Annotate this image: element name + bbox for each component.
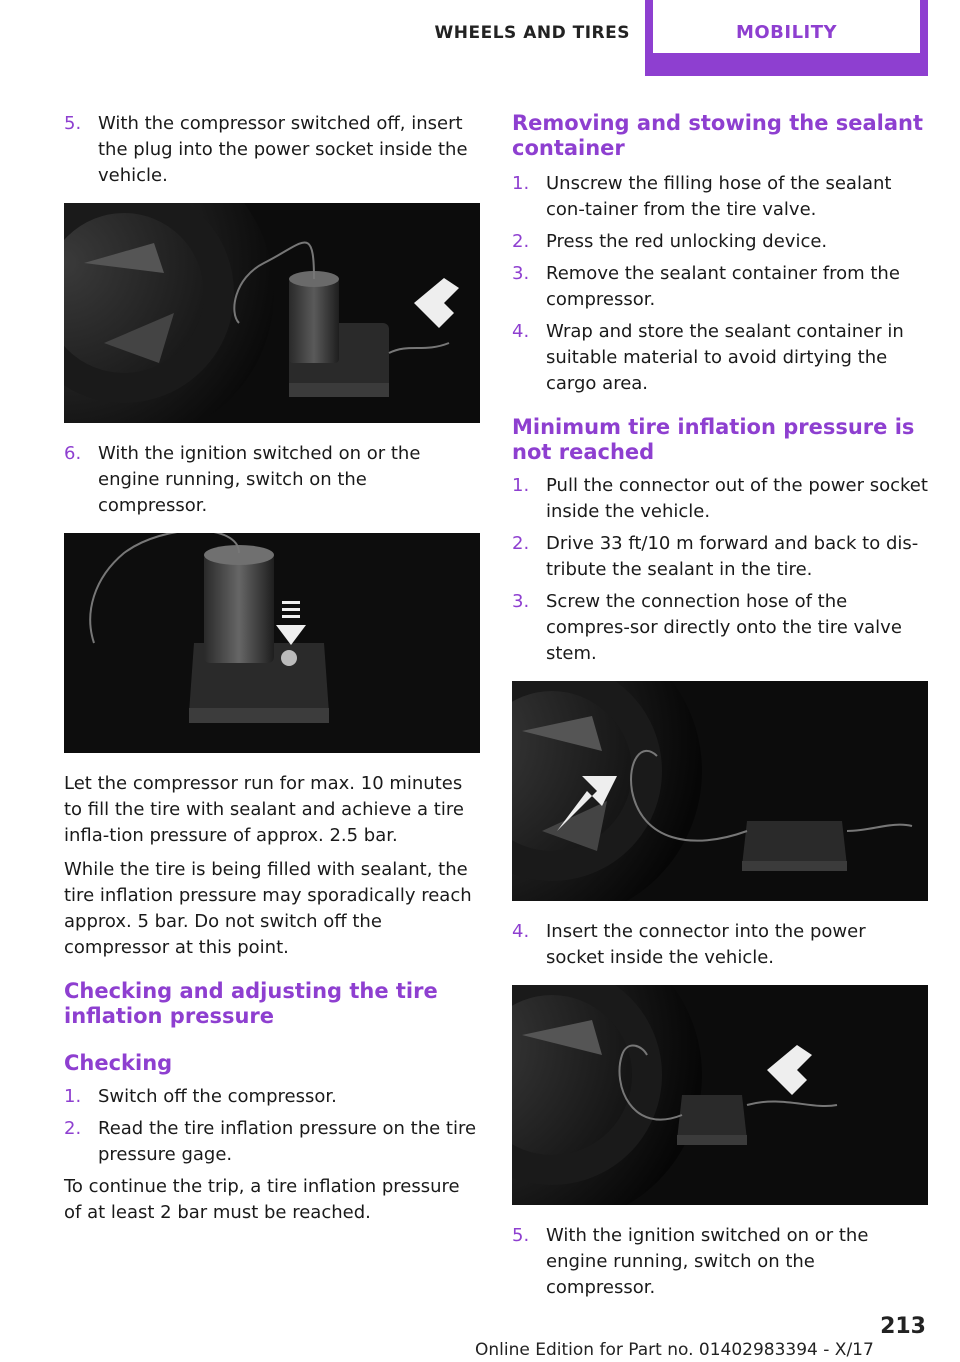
step-text: Pull the connector out of the power socket inside the vehicle. bbox=[546, 475, 928, 522]
section-title: WHEELS AND TIRES bbox=[434, 23, 630, 43]
step-number: 3. bbox=[512, 591, 530, 612]
paragraph: To continue the trip, a tire inflation pressure of at least 2 bar must be reached. bbox=[64, 1176, 460, 1223]
step-number: 1. bbox=[512, 173, 530, 194]
illustration-hose-valve bbox=[512, 681, 928, 901]
section-heading: Checking and adjusting the tire inflation pressure bbox=[64, 979, 438, 1028]
right-column bbox=[512, 111, 928, 1307]
list-item bbox=[64, 441, 480, 519]
step-number: 6. bbox=[64, 443, 82, 464]
step-text: Insert the connector into the power socket inside the vehicle. bbox=[546, 921, 866, 968]
list-item bbox=[512, 531, 928, 583]
step-text: With the ignition switched on or the engine running, switch on the compressor. bbox=[98, 443, 421, 516]
list-item bbox=[512, 229, 928, 255]
section-heading: Removing and stowing the sealant container bbox=[512, 111, 924, 160]
paragraph: While the tire is being filled with sealant, the tire inflation pressure may sporadically reach approx. 5 bar. Do not switch off the compressor at this point. bbox=[64, 859, 472, 958]
step-text: Remove the sealant container from the compressor. bbox=[546, 263, 900, 310]
step-number: 2. bbox=[512, 231, 530, 252]
section-heading: Minimum tire inflation pressure is not reached bbox=[512, 415, 915, 464]
step-text: Drive 33 ft/10 m forward and back to dis‐tribute the sealant in the tire. bbox=[546, 533, 919, 580]
step-text: Unscrew the filling hose of the sealant con‐tainer from the tire valve. bbox=[546, 173, 892, 220]
illustration-compressor-switch bbox=[64, 533, 480, 753]
chapter-tab bbox=[645, 0, 928, 76]
step-text: Read the tire inflation pressure on the tire pressure gage. bbox=[98, 1118, 477, 1165]
list-item bbox=[512, 919, 928, 971]
edition-footer: Online Edition for Part no. 01402983394 - X/17 bbox=[475, 1340, 874, 1360]
step-text: With the compressor switched off, insert the plug into the power socket inside the vehicle. bbox=[98, 113, 468, 186]
list-item bbox=[512, 319, 928, 397]
illustration-compressor-tire bbox=[64, 203, 480, 423]
left-column bbox=[64, 111, 480, 1234]
list-item bbox=[64, 1116, 480, 1168]
step-number: 2. bbox=[512, 533, 530, 554]
list-item bbox=[512, 473, 928, 525]
list-item bbox=[512, 261, 928, 313]
step-number: 1. bbox=[64, 1086, 82, 1107]
paragraph: Let the compressor run for max. 10 minutes to fill the tire with sealant and achieve a tire infla‐tion pressure of approx. 2.5 bar. bbox=[64, 773, 464, 846]
step-number: 4. bbox=[512, 321, 530, 342]
step-text: Switch off the compressor. bbox=[98, 1086, 337, 1107]
list-item bbox=[512, 589, 928, 667]
step-number: 1. bbox=[512, 475, 530, 496]
step-text: Press the red unlocking device. bbox=[546, 231, 828, 252]
list-item bbox=[512, 171, 928, 223]
step-number: 5. bbox=[512, 1225, 530, 1246]
page-number: 213 bbox=[880, 1314, 926, 1339]
step-text: Wrap and store the sealant container in suitable material to avoid dirtying the cargo area. bbox=[546, 321, 904, 394]
subsection-heading: Checking bbox=[64, 1051, 173, 1075]
step-number: 3. bbox=[512, 263, 530, 284]
illustration-power-connector bbox=[512, 985, 928, 1205]
step-text: Screw the connection hose of the compres‐sor directly onto the tire valve stem. bbox=[546, 591, 902, 664]
list-item bbox=[512, 1223, 928, 1301]
chapter-title: MOBILITY bbox=[735, 22, 838, 43]
list-item bbox=[64, 1084, 480, 1110]
step-number: 5. bbox=[64, 113, 82, 134]
list-item bbox=[64, 111, 480, 189]
step-number: 2. bbox=[64, 1118, 82, 1139]
step-text: With the ignition switched on or the engine running, switch on the compressor. bbox=[546, 1225, 869, 1298]
step-number: 4. bbox=[512, 921, 530, 942]
